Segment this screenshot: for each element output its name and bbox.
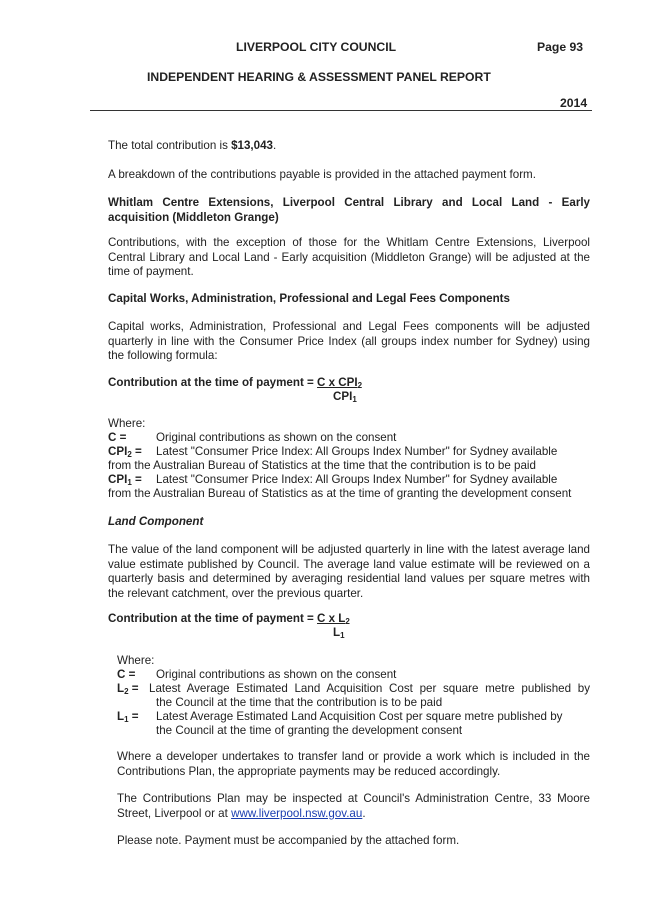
def1-cpi2-text: Latest "Consumer Price Index: All Groups Index Number" for Sydney available bbox=[156, 445, 558, 458]
formula-cpi-numerator bbox=[317, 376, 362, 389]
def2-l2-term-sub: 2 bbox=[124, 687, 129, 696]
paragraph-capital-works: Capital works, Administration, Professional and Legal Fees components will be adjusted quarterly in line with the Consumer Price Index (all groups index number for Sydney) using the following formula: bbox=[108, 320, 590, 362]
def2-l1-cont: the Council at the time of granting the development consent bbox=[156, 724, 463, 737]
def1-c-term: C = bbox=[108, 431, 127, 444]
formula-land-num-text: C x L bbox=[317, 612, 346, 625]
formula-cpi-denominator bbox=[333, 390, 357, 408]
report-year: 2014 bbox=[560, 96, 588, 110]
def2-l1-term bbox=[117, 710, 139, 728]
def1-cpi1-cont: from the Australian Bureau of Statistics as at the time of granting the development consent bbox=[108, 487, 572, 500]
def1-cpi1-term-sub: 1 bbox=[127, 478, 132, 487]
heading-capital-works: Capital Works, Administration, Professional and Legal Fees Components bbox=[108, 292, 510, 305]
page-number: Page 93 bbox=[537, 40, 584, 54]
formula-land bbox=[108, 612, 350, 630]
def2-l1-text: Latest Average Estimated Land Acquisition Cost per square metre published by bbox=[156, 710, 563, 723]
breakdown-text: A breakdown of the contributions payable is provided in the attached payment form. bbox=[108, 168, 536, 181]
def2-c-text: Original contributions as shown on the consent bbox=[156, 668, 397, 681]
def1-cpi2-term-text: CPI bbox=[108, 445, 128, 458]
paragraph-whitlam: Contributions, with the exception of those for the Whitlam Centre Extensions, Liverpool Central Library and Local Land - Early acquisition (Middleton Grange) will be adjusted at the time of payment. bbox=[108, 236, 590, 278]
def2-l1-term-text: L bbox=[117, 710, 125, 723]
def2-l2-term bbox=[117, 682, 139, 700]
total-contribution bbox=[108, 139, 276, 154]
formula-cpi-den-text: CPI bbox=[333, 390, 353, 403]
formula-land-den-text: L bbox=[333, 626, 341, 639]
formula-cpi-num-sub: 2 bbox=[357, 381, 363, 390]
def2-l2-term-text: L bbox=[117, 682, 125, 695]
def1-cpi2-cont: from the Australian Bureau of Statistics at the time that the contribution is to be paid bbox=[108, 459, 536, 472]
def1-cpi1-text: Latest "Consumer Price Index: All Groups Index Number" for Sydney available bbox=[156, 473, 558, 486]
total-suffix: . bbox=[273, 139, 277, 152]
formula-land-denominator bbox=[333, 626, 345, 644]
def1-cpi1-term-text: CPI bbox=[108, 473, 128, 486]
formula-cpi-den-sub: 1 bbox=[352, 395, 357, 404]
council-website-link[interactable]: www.liverpool.nsw.gov.au bbox=[231, 806, 363, 820]
council-name: LIVERPOOL CITY COUNCIL bbox=[236, 40, 397, 54]
formula-land-den-sub: 1 bbox=[340, 631, 345, 640]
def2-l1-term-eq: = bbox=[128, 710, 139, 723]
paragraph-transfer: Where a developer undertakes to transfer land or provide a work which is included in the Contributions Plan, the appropriate payments may be reduced accordingly. bbox=[117, 750, 590, 778]
total-prefix: The total contribution is bbox=[108, 139, 232, 152]
heading-land-component: Land Component bbox=[108, 515, 204, 528]
formula-land-label: Contribution at the time of payment = bbox=[108, 612, 318, 625]
report-title: INDEPENDENT HEARING & ASSESSMENT PANEL REPORT bbox=[147, 70, 491, 84]
where-label-2: Where: bbox=[117, 654, 155, 667]
def2-l2-cont: the Council at the time that the contribution is to be paid bbox=[156, 696, 443, 709]
def2-l2-term-eq: = bbox=[128, 682, 139, 695]
def1-cpi2-term-sub: 2 bbox=[127, 450, 132, 459]
def2-l2-text: Latest Average Estimated Land Acquisition Cost per square metre published by bbox=[149, 682, 590, 695]
inspection-suffix: . bbox=[362, 806, 366, 820]
heading-whitlam: Whitlam Centre Extensions, Liverpool Central Library and Local Land - Early acquisition (Middleton Grange) bbox=[108, 196, 590, 224]
where-label-1: Where: bbox=[108, 417, 146, 430]
formula-cpi bbox=[108, 376, 362, 394]
total-amount: $13,043 bbox=[231, 139, 274, 152]
def1-cpi1-term-eq: = bbox=[131, 473, 142, 486]
formula-cpi-num-text: C x CPI bbox=[317, 376, 358, 389]
inspection-text: The Contributions Plan may be inspected at Council's Administration Centre, 33 Moore Street, Liverpool or at bbox=[117, 792, 590, 820]
formula-land-num-sub: 2 bbox=[345, 617, 350, 626]
def2-l1-term-sub: 1 bbox=[124, 715, 129, 724]
header-divider bbox=[90, 110, 592, 111]
def1-c-text: Original contributions as shown on the consent bbox=[156, 431, 397, 444]
paragraph-land-component: The value of the land component will be adjusted quarterly in line with the latest average land value estimate published by Council. The average land value estimate will be reviewed on a quarterly basis and determined by averaging residential land values per square metres with the relevant catchment, over the previous quarter. bbox=[108, 543, 590, 600]
payment-note: Please note. Payment must be accompanied by the attached form. bbox=[117, 834, 460, 847]
formula-land-numerator bbox=[317, 612, 350, 625]
formula-cpi-label: Contribution at the time of payment = bbox=[108, 376, 318, 389]
def2-c-term: C = bbox=[117, 668, 136, 681]
def1-cpi2-term-eq: = bbox=[131, 445, 142, 458]
paragraph-inspection bbox=[117, 792, 590, 821]
